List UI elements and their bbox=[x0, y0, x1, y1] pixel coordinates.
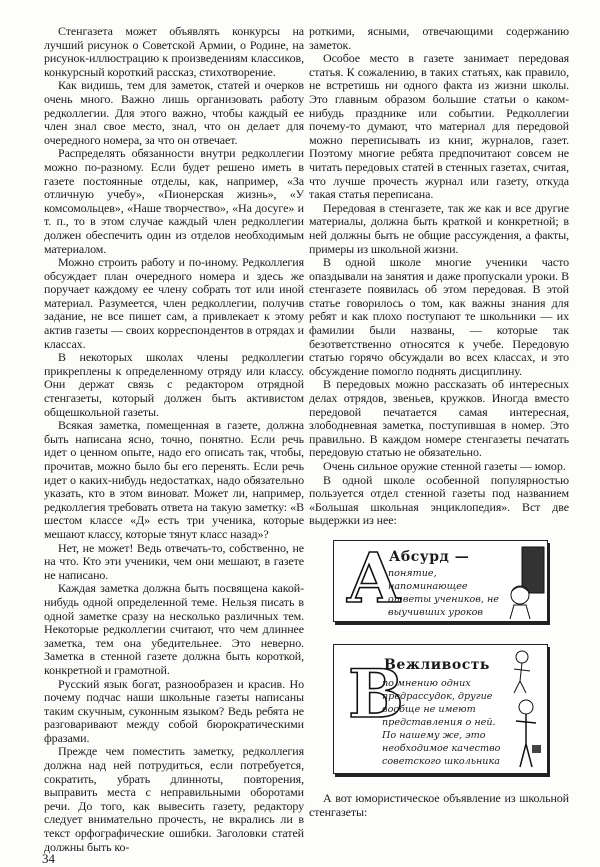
paragraph: В одной школе особенной популярностью пользуется отдел стенной газеты под названием «Большая школьная энциклопедия». Вст две выдержки из нее: bbox=[309, 472, 569, 528]
paragraph: Распределять обязанности внутри редколлегии можно по-разному. Если будет решено иметь в газете постоянные отделы, как, например, «За отличную учебу», «Пионерская жизнь», «У комсомольцев», «Наше творчество», «На досуге» и т. п., то в этом случае каждый член редколлегии должен обеспечить один из отделов необходимым материалом. bbox=[44, 146, 304, 256]
paragraph: Каждая заметка должна быть посвящена какой-нибудь одной определенной теме. Нельзя писать в одной заметке сразу на несколько различных тем. Некоторые редколлегии считают, что чем длиннее заметка, тем она убедительнее. Это неверно. Заметка в стенной газете должна быть короткой, конкретной и грамотной. bbox=[44, 581, 304, 677]
initial-letter: В bbox=[348, 654, 404, 733]
illustration-text: по мнению одних предрассудок, другие вообще не имеют представления о ней. По нашему же, это необходимое качество советского школьника bbox=[382, 677, 501, 767]
paragraph: В некоторых школах члены редколлегии прикреплены к определенному отряду или классу. Они держат связь с редактором отрядной стенгазеты, который должен быть активистом общешкольной газеты. bbox=[44, 350, 304, 419]
paragraph: Нет, не может! Ведь отвечать-то, собственно, не на что. Кто эти ученики, чем они мешают, в газете не написано. bbox=[44, 540, 304, 582]
paragraph: Особое место в газете занимает передовая статья. К сожалению, в таких статьях, как правило, не встретишь ни одного факта из жизни школы. Это главным образом большие статьи о каком-нибудь празднике или событии. Редколлегии почему-то думают, что материал для передовой можно переписывать из книг, журналов, газет. Поэтому многие ребята предпочитают совсем не читать передовых статей в стенных газетах, считая, что лучше прочесть журнал или газету, откуда такая статья переписана. bbox=[309, 51, 569, 202]
paragraph: Русский язык богат, разнообразен и красив. Но почему подчас наши школьные газеты написаны таким скучным, суконным языком? Ведь ребята не разговаривают между собой бюрократическими фразами. bbox=[44, 676, 304, 745]
paragraph: Стенгазета может объявлять конкурсы на лучший рисунок о Советской Армии, о Родине, на рисунок-иллюстрацию к произведениям классиков, конкурсный короткий рассказ, стихотворение. bbox=[44, 24, 304, 79]
paragraph: Очень сильное оружие стенной газеты — юмор. bbox=[323, 459, 566, 473]
left-column bbox=[44, 25, 304, 854]
paragraph: Можно строить работу и по-иному. Редколлегия обсуждает план очередного номера и здесь же поручает каждому ее члену собрать тот или иной материал. Разумеется, член редколлегии, получив задание, не все пишет сам, а привлекает к этому актив газеты — своих корреспондентов в отрядах и классах. bbox=[44, 255, 304, 351]
illustration-word: Вежливость bbox=[384, 656, 490, 673]
initial-letter: А bbox=[346, 538, 402, 619]
paragraph: Как видишь, тем для заметок, статей и очерков очень много. Важно лишь организовать работу редколлегии. Для этого важно, чтобы каждый ее член знал свое место, знал, что он делает для очередного номера, за что он отвечает. bbox=[44, 78, 304, 147]
closing-text bbox=[309, 792, 569, 819]
right-column bbox=[309, 25, 569, 819]
pupil-at-blackboard-drawing bbox=[506, 545, 546, 619]
paragraph: А вот юмористическое объявление из школьной стенгазеты: bbox=[309, 790, 569, 819]
illustration-word: Абсурд — bbox=[389, 548, 470, 565]
paragraph: Передовая в стенгазете, так же как и все другие материалы, должна быть краткой и конкретной; в ней должны быть не общие рассуждения, а факты, примеры из школьной жизни. bbox=[309, 200, 569, 256]
illustration-absurd bbox=[333, 540, 548, 622]
illustration-text: понятие, напоминающее ответы учеников, не выучивших уроков bbox=[388, 567, 499, 618]
paragraph: Прежде чем поместить заметку, редколлегия должна над ней потрудиться, если потребуется, сократить, убрать длинноты, повторения, выправить места с неправильными оборотами речи. До того, как вывесить газету, редактору следует внимательно прочесть, не вкрались ли в текст орфографические ошибки. Заголовки статей должны быть ко- bbox=[44, 744, 304, 854]
paragraph: В передовых можно рассказать об интересных делах отрядов, звеньев, кружков. Иногда вместо передовой печатается самая интересная, злободневная заметка, поступившая в номер. Это правильно. В каждом номере стенгазеты печатать передовую статью не обязательно. bbox=[309, 377, 569, 460]
paragraph: Всякая заметка, помещенная в газете, должна быть написана ясно, точно, понятно. Если речь идет о ценном опыте, надо его описать так, чтобы, прочитав, можно было бы его перенять. Если речь идет о каких-нибудь недостатках, надо обязательно указать, кто в этом виноват. Может ли, например, редколлегия требовать ответа на такую заметку: «В шестом классе «Д» есть три ученика, которые мешают классу, которые тянут класс назад»? bbox=[44, 418, 304, 541]
illustration-politeness bbox=[333, 644, 548, 774]
paragraph: роткими, ясными, отвечающими содержанию заметок. bbox=[309, 24, 569, 52]
schoolboys-drawing bbox=[504, 649, 546, 769]
paragraph: В одной школе многие ученики часто опаздывали на занятия и даже пропускали уроки. В стенгазете появилась об этом передовая. В этой статье говорилось о том, как важны знания для ребят и как плохо поступают те школьники — их фамилии были названы, — которые так безответственно относятся к учебе. Передовую статью горячо обсуждали во всех классах, и это обсуждение помогло поднять дисциплину. bbox=[309, 255, 569, 378]
page-number: 34 bbox=[42, 851, 55, 866]
